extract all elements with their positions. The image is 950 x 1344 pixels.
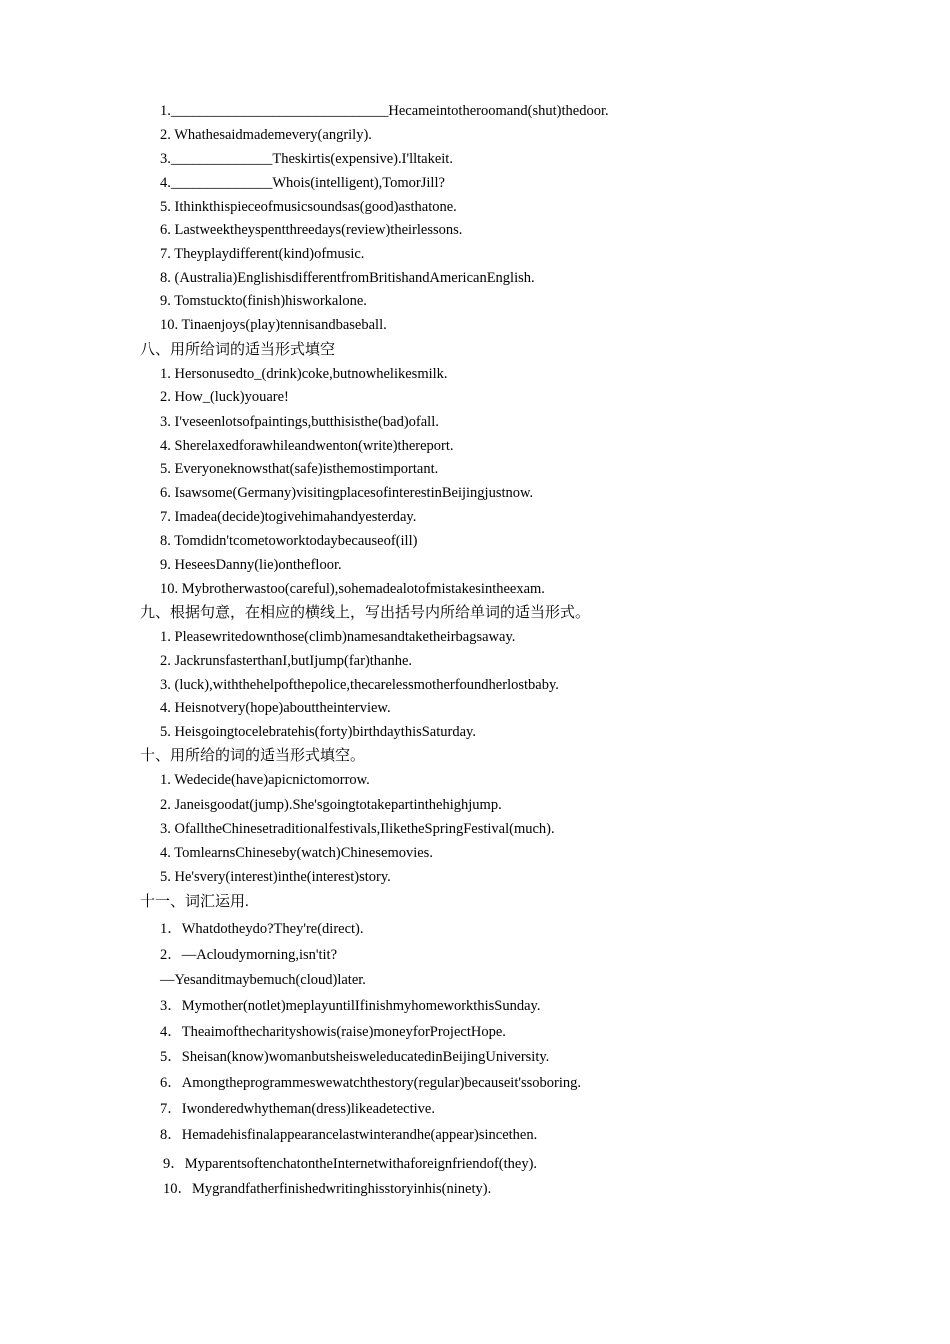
s7-item-5: 5. Ithinkthispieceofmusicsoundsas(good)asthatone. (160, 199, 457, 215)
s8-item-3: 3. I'veseenlotsofpaintings,butthisisthe(bad)ofall. (160, 414, 439, 430)
s8-item-10: 10. Mybrotherwastoo(careful),sohemadealotofmistakesintheexam. (160, 581, 545, 597)
s8-item-1: 1. Hersonusedto_(drink)coke,butnowhelikesmilk. (160, 366, 448, 382)
s7-item-7: 7. Theyplaydifferent(kind)ofmusic. (160, 246, 365, 262)
s9-item-1: 1. Pleasewritedownthose(climb)namesandtaketheirbagsaway. (160, 629, 516, 645)
section-11-heading: 十一、词汇运用. (140, 894, 249, 910)
s11-item-6: 6．Amongtheprogrammeswewatchthestory(regular)becauseit'ssoboring. (160, 1075, 581, 1091)
s9-item-2: 2. JackrunsfasterthanI,butIjump(far)thanhe. (160, 653, 413, 669)
s9-item-5: 5. Heisgoingtocelebratehis(forty)birthdaythisSaturday. (160, 724, 476, 740)
section-8-heading: 八、用所给词的适当形式填空 (140, 342, 336, 358)
s11-item-2-answer: —Yesanditmaybemuch(cloud)later. (160, 972, 366, 988)
s10-item-2: 2. Janeisgoodat(jump).She'sgoingtotakepartinthehighjump. (160, 797, 502, 813)
section-10-heading: 十、用所给的词的适当形式填空。 (140, 748, 366, 764)
s7-item-10: 10. Tinaenjoys(play)tennisandbaseball. (160, 317, 387, 333)
s7-item-2: 2. Whathesaidmademevery(angrily). (160, 127, 372, 143)
s10-item-1: 1. Wedecide(have)apicnictomorrow. (160, 772, 370, 788)
s11-item-8: 8．Hemadehisfinalappearancelastwinterandhe(appear)sincethen. (160, 1127, 538, 1143)
s10-item-3: 3. OfalltheChinesetraditionalfestivals,IliketheSpringFestival(much). (160, 821, 555, 837)
s11-item-9: 9．MyparentsoftenchatontheInternetwithaforeignfriendof(they). (163, 1156, 538, 1172)
s8-item-9: 9. HeseesDanny(lie)onthefloor. (160, 557, 342, 573)
s7-item-1: 1.______________________________Hecameintotheroomand(shut)thedoor. (160, 103, 609, 119)
s7-item-8: 8. (Australia)EnglishisdifferentfromBritishandAmericanEnglish. (160, 270, 535, 286)
s8-item-4: 4. Sherelaxedforawhileandwenton(write)thereport. (160, 438, 454, 454)
s8-item-6: 6. Isawsome(Germany)visitingplacesofinterestinBeijingjustnow. (160, 485, 534, 501)
s11-item-4: 4．Theaimofthecharityshowis(raise)moneyforProjectHope. (160, 1024, 506, 1040)
s9-item-4: 4. Heisnotvery(hope)abouttheinterview. (160, 700, 391, 716)
s11-item-3: 3．Mymother(notlet)meplayuntilIfinishmyhomeworkthisSunday. (160, 998, 541, 1014)
section-9-heading: 九、根据句意，在相应的横线上，写出括号内所给单词的适当形式。 (140, 605, 591, 621)
s7-item-3: 3.______________Theskirtis(expensive).I'lltakeit. (160, 151, 453, 167)
s11-item-2: 2．—Acloudymorning,isn'tit? (160, 947, 338, 963)
s9-item-3: 3. (luck),withthehelpofthepolice,thecarelessmotherfoundherlostbaby. (160, 677, 559, 693)
s7-item-4: 4.______________Whois(intelligent),TomorJill? (160, 175, 445, 191)
s10-item-4: 4. TomlearnsChineseby(watch)Chinesemovies. (160, 845, 433, 861)
s8-item-2: 2. How_(luck)youare! (160, 389, 289, 405)
s11-item-1: 1．Whatdotheydo?They're(direct). (160, 921, 364, 937)
s10-item-5: 5. He'svery(interest)inthe(interest)story. (160, 869, 391, 885)
s11-item-7: 7．Iwonderedwhytheman(dress)likeadetective. (160, 1101, 435, 1117)
s7-item-6: 6. Lastweektheyspentthreedays(review)theirlessons. (160, 222, 463, 238)
s8-item-7: 7. Imadea(decide)togivehimahandyesterday. (160, 509, 417, 525)
s8-item-8: 8. Tomdidn'tcometoworktodaybecauseof(ill) (160, 533, 418, 549)
s8-item-5: 5. Everyoneknowsthat(safe)isthemostimportant. (160, 461, 439, 477)
s7-item-9: 9. Tomstuckto(finish)hisworkalone. (160, 293, 367, 309)
s11-item-10: 10．Mygrandfatherfinishedwritinghisstoryinhis(ninety). (163, 1181, 492, 1197)
s11-item-5: 5．Sheisan(know)womanbutsheisweleducatedinBeijingUniversity. (160, 1049, 550, 1065)
